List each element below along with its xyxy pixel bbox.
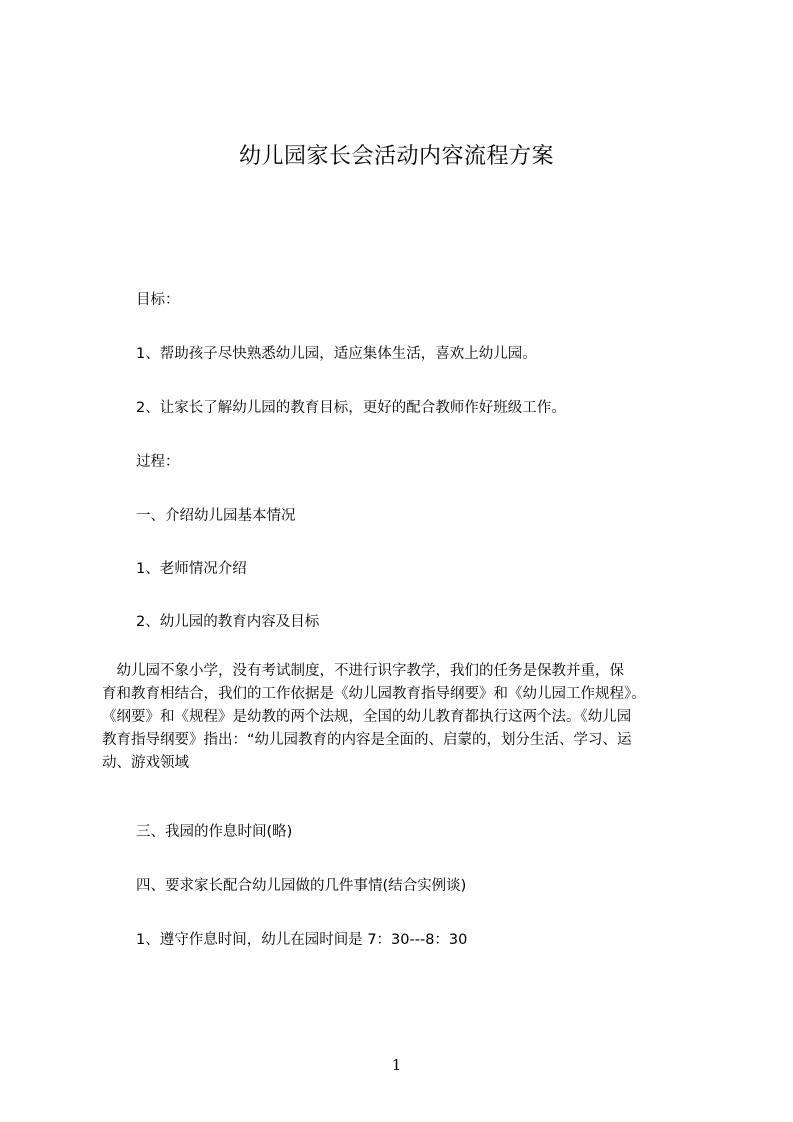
process-heading: 过程： [136, 454, 180, 470]
document-title: 幼儿园家长会活动内容流程方案 [238, 144, 554, 169]
paragraph-line: 教育指导纲要》指出：“幼儿园教育的内容是全面的、启蒙的，划分生活、学习、运 [102, 732, 632, 748]
page-number: 1 [391, 1056, 402, 1074]
section-1-item-2: 2、幼儿园的教育内容及目标 [136, 614, 320, 630]
section-1-item-1: 1、老师情况介绍 [136, 561, 247, 577]
section-1-heading: 一、介绍幼儿园基本情况 [136, 508, 296, 524]
goals-heading: 目标： [136, 292, 180, 308]
paragraph-line: 幼儿园不象小学，没有考试制度，不进行识字教学，我们的任务是保教并重，保 [102, 663, 624, 679]
paragraph-line: 动、游戏领域 [102, 755, 189, 771]
section-4-heading: 四、要求家长配合幼儿园做的几件事情(结合实例谈) [136, 878, 467, 894]
education-content-paragraph [102, 660, 694, 775]
section-4-item-1: 1、遵守作息时间，幼儿在园时间是 7：30---8：30 [136, 932, 468, 948]
paragraph-line: 育和教育相结合，我们的工作依据是《幼儿园教育指导纲要》和《幼儿园工作规程》。 [102, 686, 646, 702]
paragraph-line: 《纲要》和《规程》是幼教的两个法规，全国的幼儿教育都执行这两个法。《幼儿园 [102, 709, 632, 725]
goal-item-2: 2、让家长了解幼儿园的教育目标，更好的配合教师作好班级工作。 [136, 400, 566, 416]
section-3-heading: 三、我园的作息时间(略) [136, 824, 293, 840]
goal-item-1: 1、帮助孩子尽快熟悉幼儿园，适应集体生活，喜欢上幼儿园。 [136, 346, 537, 362]
